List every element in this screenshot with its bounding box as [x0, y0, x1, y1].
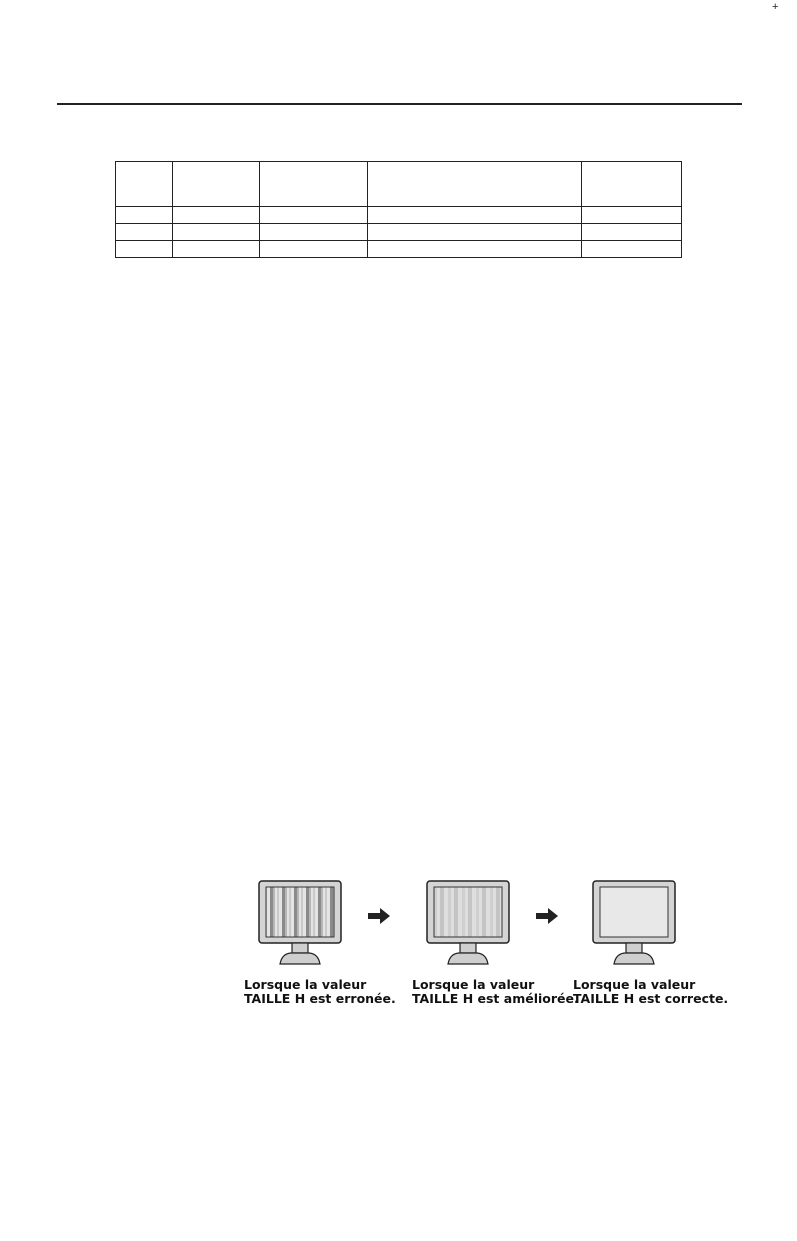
table-header-row [116, 162, 682, 207]
caption-correct [573, 978, 728, 1006]
table-header-cell [582, 162, 682, 207]
corner-crop-mark: + [772, 1, 779, 13]
table-cell [116, 207, 173, 224]
monitor-striped-icon [258, 880, 342, 970]
caption-line: Lorsque la valeur [412, 977, 535, 992]
table-cell [173, 241, 260, 258]
caption-erroneous [244, 978, 396, 1006]
table-header-cell [260, 162, 368, 207]
caption-improved [412, 978, 579, 1006]
table-cell [116, 241, 173, 258]
table-header-cell [368, 162, 582, 207]
spec-table [115, 161, 682, 258]
table-cell [260, 224, 368, 241]
table-cell [173, 224, 260, 241]
right-arrow-icon [368, 908, 390, 924]
table-cell [368, 224, 582, 241]
table-row [116, 241, 682, 258]
caption-line: Lorsque la valeur [573, 977, 696, 992]
caption-line: Lorsque la valeur [244, 977, 367, 992]
table-cell [582, 241, 682, 258]
table-cell [368, 207, 582, 224]
table-cell [582, 207, 682, 224]
table-cell [173, 207, 260, 224]
table-cell [582, 224, 682, 241]
table-cell [260, 241, 368, 258]
right-arrow-icon [536, 908, 558, 924]
table-row [116, 224, 682, 241]
table-row [116, 207, 682, 224]
caption-line: TAILLE H est correcte. [573, 991, 729, 1006]
monitor-clear-icon [592, 880, 676, 970]
table-cell [116, 224, 173, 241]
header-rule [57, 103, 742, 105]
table-cell [368, 241, 582, 258]
caption-line: TAILLE H est erronée. [244, 991, 396, 1006]
monitor-faint-stripes-icon [426, 880, 510, 970]
caption-line: TAILLE H est améliorée. [412, 991, 579, 1006]
table-cell [260, 207, 368, 224]
table-header-cell [173, 162, 260, 207]
table-header-cell [116, 162, 173, 207]
